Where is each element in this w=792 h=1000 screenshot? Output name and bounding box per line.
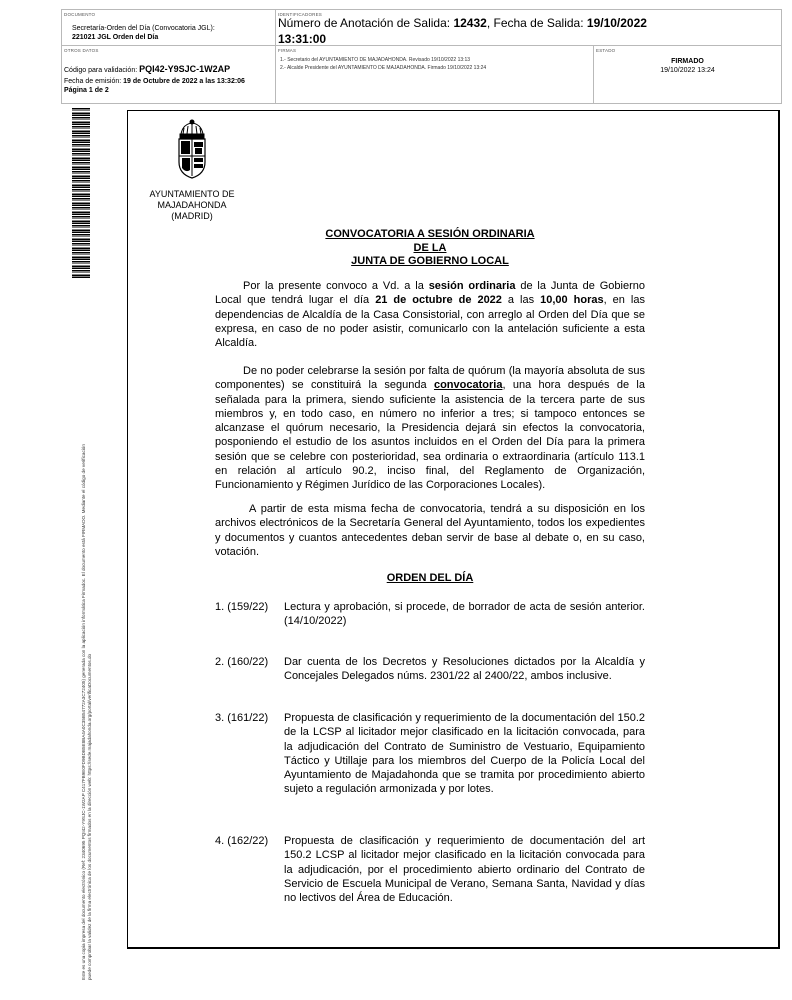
documento-name: 221021 JGL Orden del Día xyxy=(72,34,159,41)
item-text: Propuesta de clasificación y requerimiento de la documentación del 150.2 de la LCSP al licitador mejor clasificado en la licitación convocada, para la adjudicación del Contrato de Suministro de Vestuario, Equipamiento Táctico y Utillaje para los miembros del Cuerpo de la Policía Local del Ayuntamiento de Majadahonda que se tramita por procedimiento abierto sujeto a regulación armonizada y por lotes. xyxy=(284,712,645,796)
item-number: 2. (160/22) xyxy=(215,656,269,668)
estado-label: ESTADO xyxy=(596,48,616,53)
coat-of-arms-icon xyxy=(173,118,211,180)
list-item xyxy=(215,711,645,797)
document-header xyxy=(61,9,782,104)
firmas-label: FIRMAS xyxy=(278,48,297,53)
codigo-value: PQI42-Y9SJC-1W2AP xyxy=(139,64,231,74)
documento-cell xyxy=(62,10,276,46)
paragraph-disposicion: A partir de esta misma fecha de convocatoria, tendrá a su disposición en los archivos electrónicos de la Secretaría General del Ayuntamiento, todos los expedientes y documentos y cuantos antecedentes deban servir de base al debate o, en su caso, votación. xyxy=(215,503,645,558)
otros-datos-cell xyxy=(62,46,276,103)
anotacion-number: 12432 xyxy=(453,16,487,30)
paragraph-convocatoria: Por la presente convoco a Vd. a la sesión ordinaria de la Junta de Gobierno Local que tendrá lugar el día 21 de octubre de 2022 a las 10,00 horas, en las dependencias de Alcaldía de la Casa Consistorial, con arreglo al Orden del Día que se expresa, en caso de no poder asistir, comunicarlo con la antelación suficiente a esta Alcaldía. xyxy=(215,280,645,350)
codigo-validacion: Código para validación: PQI42-Y9SJC-1W2AP xyxy=(64,64,231,74)
identificadores-label: IDENTIFICADORES xyxy=(278,12,323,17)
identificadores-cell xyxy=(276,10,781,46)
fecha-emision: Fecha de emisión: 19 de Octubre de 2022 a las 13:32:06 xyxy=(64,78,245,85)
item-text: Lectura y aprobación, si procede, de borrador de acta de sesión anterior. (14/10/2022) xyxy=(284,601,645,628)
list-item xyxy=(215,834,645,905)
documento-label: DOCUMENTO xyxy=(64,12,96,17)
item-number: 3. (161/22) xyxy=(215,712,269,724)
page-title: CONVOCATORIA A SESIÓN ORDINARIA DE LA JUNTA DE GOBIERNO LOCAL xyxy=(325,228,535,267)
estado-value: FIRMADO xyxy=(671,58,704,65)
margin-line-2: puede comprobar la validez de la firma electrónica de los documentos firmados en la dirección web: https://sede.majadahonda.org/portal/verificaDocumentos.do xyxy=(86,653,92,980)
list-item xyxy=(215,600,645,629)
barcode xyxy=(72,108,90,278)
item-text: Dar cuenta de los Decretos y Resoluciones dictados por la Alcaldía y Concejales Delegados núms. 2301/22 al 2400/22, ambos inclusive. xyxy=(284,656,645,683)
margin-verification-text xyxy=(81,280,92,980)
paragraph-quorum: De no poder celebrarse la sesión por falta de quórum (la mayoría absoluta de sus componentes) se constituirá la segunda convocatoria, una hora después de la señalada para la primera, siendo suficiente la asistencia de la tercera parte de sus miembros y, en todo caso, en número no inferior a tres; si tampoco entonces se alcanzase el quórum necesario, la Presidencia dejará sin efectos la convocatoria, posponiendo el estudio de los asuntos incluidos en el Orden del Día para la primera sesión que se celebre con posterioridad, sea ordinaria o extraordinaria (artículo 113.1 en relación al artículo 90.2, inciso final, del Reglamento de Organización, Funcionamiento y Régimen Jurídico de las Corporaciones Locales). xyxy=(215,365,645,492)
item-number: 1. (159/22) xyxy=(215,601,269,613)
anotacion-time: 13:31:00 xyxy=(278,32,327,46)
item-number: 4. (162/22) xyxy=(215,835,269,847)
firma-1: 1.- Secretario del AYUNTAMIENTO DE MAJADAHONDA. Revisado 19/10/2022 13:13 xyxy=(280,57,471,63)
anotacion-salida: Número de Anotación de Salida: 12432, Fecha de Salida: 19/10/2022 13:31:00 xyxy=(278,16,647,46)
page-number: Página 1 de 2 xyxy=(64,87,109,94)
estado-date: 19/10/2022 13:24 xyxy=(660,67,715,74)
documento-type: Secretaría-Orden del Día (Convocatoria JGL): xyxy=(72,25,215,32)
organization-name: AYUNTAMIENTO DE MAJADAHONDA (MADRID) xyxy=(149,189,235,221)
otros-label: OTROS DATOS xyxy=(64,48,99,53)
estado-cell xyxy=(594,46,781,103)
anotacion-date: 19/10/2022 xyxy=(586,16,647,30)
firmas-cell xyxy=(276,46,594,103)
margin-line-1: Este es una copia impresa del documento electrónico (Ref: 2340695 PQI42-Y9SJC-1W2AP C417FB9E0FD9BDB5E8BA4A0C35B54772A3C72405) generada con la aplicación informática Firmadoc. El documento está FIRMADO. Mediante el código de verificación xyxy=(81,444,86,980)
item-text: Propuesta de clasificación y requerimiento de documentación del art 150.2 LCSP al licitador mejor clasificado en la licitación convocada para la adjudicación, por el procedimiento abierto ordinario del Contrato de Servicio de Escuela Municipal de Verano, Semana Santa, Navidad y días no lectivos del Área de Educación. xyxy=(284,835,645,905)
firma-2: 2.- Alcalde Presidente del AYUNTAMIENTO DE MAJADAHONDA. Firmado 19/10/2022 13:24 xyxy=(280,65,487,71)
orden-del-dia-heading: ORDEN DEL DÍA xyxy=(386,572,474,584)
list-item xyxy=(215,655,645,684)
